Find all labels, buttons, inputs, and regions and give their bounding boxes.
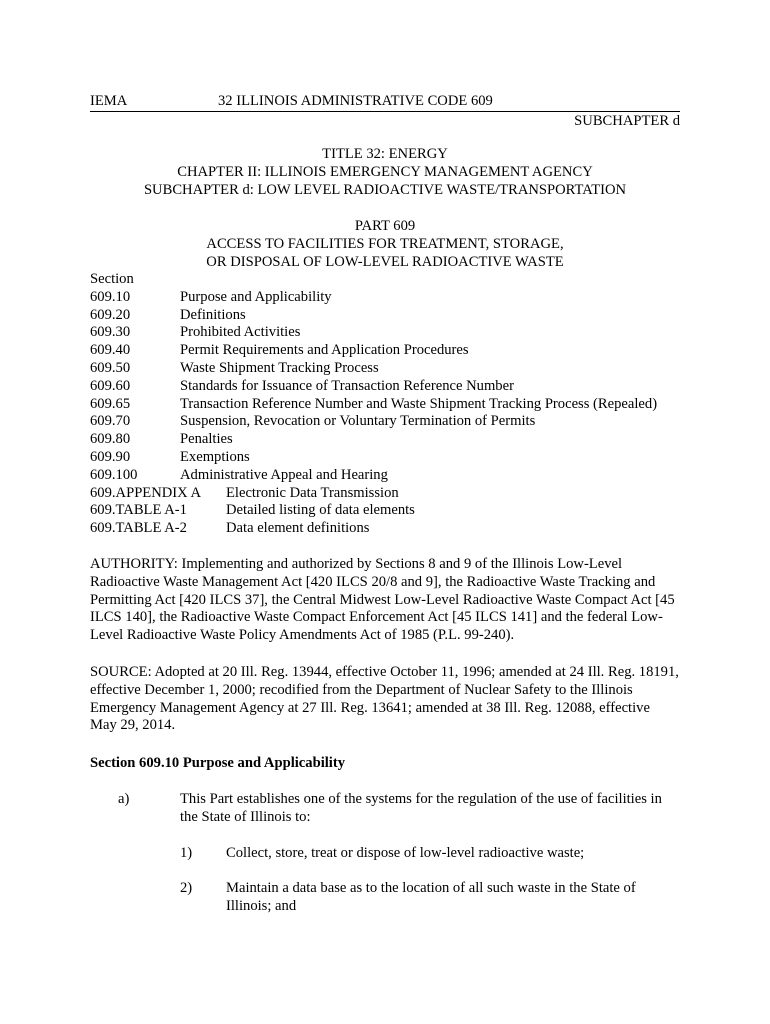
subsection-a-label: a) <box>118 791 130 807</box>
section-title: Permit Requirements and Application Procedures <box>180 342 469 359</box>
section-number: 609.40 <box>90 342 131 359</box>
section-list <box>90 271 690 538</box>
section-title: Administrative Appeal and Hearing <box>180 466 388 483</box>
section-list-heading: Section <box>90 271 134 287</box>
part-line-2: ACCESS TO FACILITIES FOR TREATMENT, STORAGE, <box>206 235 564 252</box>
section-title: Suspension, Revocation or Voluntary Termination of Permits <box>180 413 536 430</box>
document-page <box>90 0 680 1024</box>
authority-paragraph: AUTHORITY: Implementing and authorized by Sections 8 and 9 of the Illinois Low-Level Radioactive Waste Management Act [420 ILCS 20/8 and 9], the Radioactive Waste Tracking and Permitting Act [420 ILCS 37], the Central Midwest Low-Level Radioactive Waste Compact Act [45 ILCS 140], the Radioactive Waste Compact Enforcement Act [45 ILCS 141] and the federal Low-Level Radioactive Waste Policy Amendments Act of 1985 (P.L. 99-240). <box>90 556 675 644</box>
item-1-label: 1) <box>180 845 193 861</box>
item-2-text: Maintain a data base as to the location of all such waste in the State of Illinois; and <box>226 880 636 914</box>
section-row <box>90 396 690 414</box>
section-title: Definitions <box>180 306 246 323</box>
section-title: Exemptions <box>180 448 250 465</box>
section-title: Prohibited Activities <box>180 324 301 341</box>
source-paragraph: SOURCE: Adopted at 20 Ill. Reg. 13944, effective October 11, 1996; amended at 24 Ill. Reg. 18191, effective December 1, 2000; recodified from the Department of Nuclear Safety to the Illinois Emergency Management Agency at 27 Ill. Reg. 13641; amended at 38 Ill. Reg. 12088, effective May 29, 2014. <box>90 664 679 734</box>
section-number: 609.90 <box>90 448 131 465</box>
section-number: 609.80 <box>90 431 131 448</box>
section-row <box>90 378 690 396</box>
item-2-label: 2) <box>180 880 193 896</box>
item-1-text: Collect, store, treat or dispose of low-level radioactive waste; <box>226 845 585 861</box>
section-number: 609.65 <box>90 395 131 412</box>
section-row <box>90 307 690 325</box>
section-title: Standards for Issuance of Transaction Reference Number <box>180 377 514 394</box>
title-line-2: CHAPTER II: ILLINOIS EMERGENCY MANAGEMENT AGENCY <box>177 163 593 180</box>
section-609-10-heading: Section 609.10 Purpose and Applicability <box>90 755 346 771</box>
section-number: 609.30 <box>90 324 131 341</box>
section-title: Purpose and Applicability <box>180 288 332 305</box>
section-row <box>90 467 690 485</box>
section-row <box>90 289 690 307</box>
section-title: Transaction Reference Number and Waste Shipment Tracking Process (Repealed) <box>180 395 658 412</box>
subsection-a-text: This Part establishes one of the systems for the regulation of the use of facilities in the State of Illinois to: <box>180 791 662 825</box>
section-row <box>90 360 690 378</box>
part-line-3: OR DISPOSAL OF LOW-LEVEL RADIOACTIVE WASTE <box>206 253 564 270</box>
section-row <box>90 342 690 360</box>
section-number: 609.100 <box>90 466 138 483</box>
appendix-row <box>90 485 690 503</box>
header-subchapter: SUBCHAPTER d <box>574 113 680 129</box>
section-number: 609.20 <box>90 306 131 323</box>
section-row <box>90 413 690 431</box>
section-number: 609.50 <box>90 359 131 376</box>
section-row <box>90 431 690 449</box>
title-block <box>90 146 680 199</box>
section-number: 609.TABLE A-1 <box>90 502 187 519</box>
title-line-1: TITLE 32: ENERGY <box>322 146 448 162</box>
header-code: 32 ILLINOIS ADMINISTRATIVE CODE 609 <box>218 93 493 109</box>
section-number: 609.TABLE A-2 <box>90 520 187 537</box>
section-number: 609.10 <box>90 288 131 305</box>
section-row <box>90 449 690 467</box>
section-title: Penalties <box>180 431 233 448</box>
running-header <box>90 93 680 112</box>
part-block <box>90 218 680 271</box>
section-title: Detailed listing of data elements <box>226 502 415 519</box>
part-line-1: PART 609 <box>354 218 416 234</box>
table-row <box>90 520 690 538</box>
section-number: 609.70 <box>90 413 131 430</box>
section-title: Waste Shipment Tracking Process <box>180 359 379 376</box>
section-row <box>90 324 690 342</box>
header-agency: IEMA <box>90 93 128 109</box>
section-title: Data element definitions <box>226 520 370 537</box>
table-row <box>90 502 690 520</box>
section-title: Electronic Data Transmission <box>226 484 399 501</box>
title-line-3: SUBCHAPTER d: LOW LEVEL RADIOACTIVE WASTE/TRANSPORTATION <box>143 181 627 198</box>
section-number: 609.APPENDIX A <box>90 484 202 501</box>
section-number: 609.60 <box>90 377 131 394</box>
